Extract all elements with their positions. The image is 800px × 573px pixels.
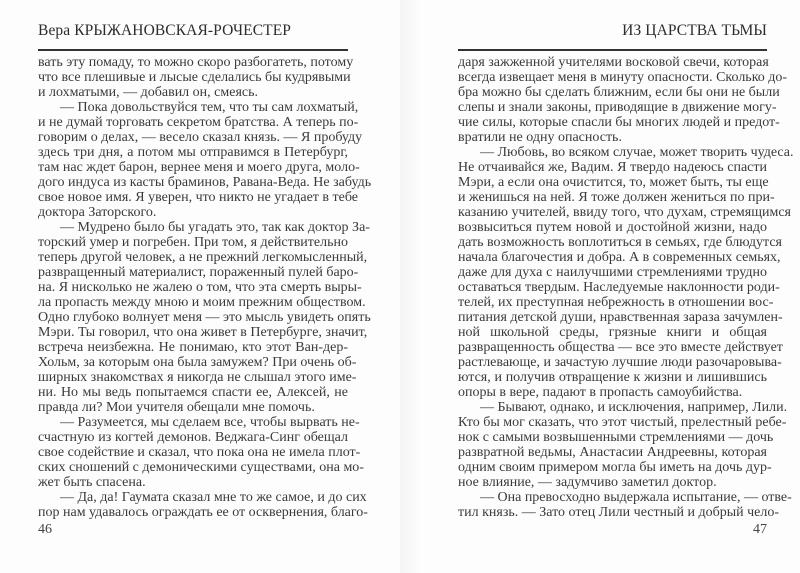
text-line: оставаться твердым. Наследуемые наклонности роди-	[458, 280, 780, 295]
text-line: казанию учителей, ввиду того, что духам, стремящимся	[458, 205, 791, 220]
text-line: — Разумеется, мы сделаем все, чтобы вырвать не-	[60, 415, 360, 430]
text-line: и женишься на ней. Я тоже должен жениться по при-	[458, 190, 775, 205]
text-line: дать возможность воплотиться в семьях, где блюдутся	[458, 235, 782, 250]
text-line: — Пока довольствуйся тем, что ты сам лохматый,	[60, 100, 359, 115]
text-line: жет быть спасена.	[38, 475, 146, 490]
page-body-text	[458, 55, 794, 520]
text-line: вать эту помаду, то можно скоро разбогатеть, потому	[38, 55, 354, 70]
text-line: чие силы, которые спасли бы многих людей и предот-	[458, 115, 780, 130]
header-rule	[38, 49, 348, 51]
running-header-title: ИЗ ЦАРСТВА ТЬМЫ	[622, 22, 767, 39]
text-line: Мэри. Ты говорил, что она живет в Петербурге, значит,	[38, 325, 368, 340]
text-line: ное влияние, — задумчиво заметил доктор.	[458, 475, 717, 490]
text-line: ских сношений с демоническими существами, она мо-	[38, 460, 364, 475]
text-line: и не думай торговать секретом братства. А теперь по-	[38, 115, 359, 130]
text-line: даря зажженной учителями восковой свечи, которая	[458, 55, 769, 70]
header-rule	[458, 49, 767, 51]
text-line: возвыситься путем новой и достойной жизни, надо	[458, 220, 767, 235]
text-line: ются, и получив отвращение к жизни и лишившись	[458, 370, 767, 385]
text-line: правда ли? Мои учителя обещали мне помочь.	[38, 400, 315, 415]
text-line: ной школьной среды, грязные книги и общая	[458, 325, 767, 340]
text-line: одним своим примером могла бы иметь на дочь дур-	[458, 460, 772, 475]
text-line: доктора Заторского.	[38, 205, 157, 220]
text-line: говорим о делах, — весело сказал князь. — Я пробуду	[38, 130, 363, 145]
text-line: на. Я нисколько не жалею о том, что эта смерть выры-	[38, 280, 362, 295]
text-line: и лохматыми, — добавил он, смеясь.	[38, 85, 258, 100]
text-line: Не отчаивайся же, Вадим. Я твердо надеюсь спасти	[458, 160, 767, 175]
text-line: там нас ждет барон, вернее меня и моего друга, моло-	[38, 160, 360, 175]
text-line: Мэри, а если она очистится, то, может быть, ты еще	[458, 175, 769, 190]
text-line: бра можно бы сделать ближним, если бы они не были	[458, 85, 780, 100]
text-line: торский умер и погребен. При том, я действительно	[38, 235, 348, 250]
running-header-author: Вера КРЫЖАНОВСКАЯ-РОЧЕСТЕР	[38, 22, 292, 39]
text-line: свое новое имя. Я уверен, что никто не угадает в тебе	[38, 190, 359, 205]
text-line: счастную из когтей демонов. Веджага-Синг обещал	[38, 430, 348, 445]
text-line: здесь три дня, а потом мы отправимся в Петербург,	[38, 145, 348, 160]
text-line: ширных знакомствах я никогда не слышал этого име-	[38, 370, 357, 385]
text-line: развращенный материалист, пораженный пулей баро-	[38, 265, 359, 280]
right-page	[400, 0, 800, 573]
text-line: Хольм, за которым она была замужем? При очень об-	[38, 355, 357, 370]
page-body-text	[38, 55, 372, 520]
text-line: что все плешивые и лысые сделались бы кудрявыми	[38, 70, 351, 85]
text-line: встреча неизбежна. Не понимаю, кто этот Ван-дер-	[38, 340, 348, 355]
text-line: нок с самыми возвышенными стремлениями — дочь	[458, 430, 774, 445]
text-line: — Бывают, однако, и исключения, например, Лили.	[480, 400, 788, 415]
text-line: развращенность общества — все это вместе действует	[458, 340, 783, 355]
text-line: ни. Но мы ведь попытаемся спасти ее, Алексей, не	[38, 385, 348, 400]
text-line: свое содействие и сказал, что пока она не имела плот-	[38, 445, 361, 460]
text-line: даже для духа с наилучшими стремлениями трудно	[458, 265, 767, 280]
text-line: — Да, да! Гаумата сказал мне то же самое, и до сих	[60, 490, 367, 505]
text-line: опоры в вере, падают в пропасть самоубийства.	[458, 385, 743, 400]
text-line: всегда извещает меня в минуту опасности. Сколько до-	[458, 70, 788, 85]
text-line: развратной ведьмы, Анастасии Андреевны, которая	[458, 445, 767, 460]
page-number: 46	[38, 522, 52, 537]
text-line: начала благочестия и добра. А в современных семьях,	[458, 250, 781, 265]
text-line: слепы и знали законы, приводящие в движение могу-	[458, 100, 777, 115]
text-line: — Мудрено было бы угадать это, так как доктор За-	[60, 220, 370, 235]
text-line: — Любовь, во всяком случае, может творить чудеса.	[480, 145, 794, 160]
text-line: — Она превосходно выдержала испытание, — отве-	[480, 490, 792, 505]
text-line: ла пропасть между мною и моим прежним обществом.	[38, 295, 366, 310]
page-number: 47	[753, 522, 767, 537]
text-line: пор нам удавалось ограждать ее от осквернения, благо-	[38, 505, 368, 520]
text-line: питания детской души, нравственная зараза зачумлен-	[458, 310, 783, 325]
text-line: дого индуса из касты браминов, Равана-Веда. Не забудь	[38, 175, 372, 190]
text-line: вратили не одну опасность.	[458, 130, 622, 145]
text-line: Одно глубоко волнует меня — это мысль увидеть опять	[38, 310, 371, 325]
text-line: тил князь. — Зато отец Лили честный и добрый чело-	[458, 505, 780, 520]
text-line: Кто бы мог сказать, что этот чистый, прелестный ребе-	[458, 415, 787, 430]
text-line: растлевающе, и зачастую лучшие люди разочаровыва-	[458, 355, 782, 370]
text-line: телей, их преступная небрежность в отношении вос-	[458, 295, 774, 310]
text-line: теперь другой человек, а не прежний легкомысленный,	[38, 250, 368, 265]
